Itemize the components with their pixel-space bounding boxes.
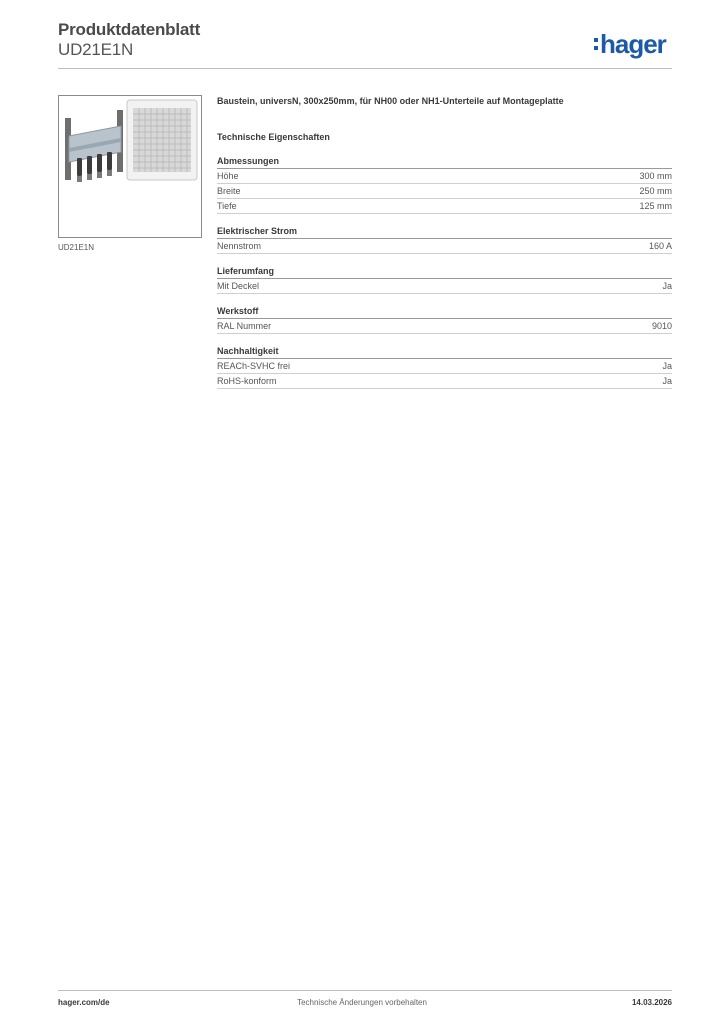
product-image bbox=[58, 95, 202, 238]
hager-logo bbox=[594, 30, 666, 58]
table-row bbox=[217, 359, 672, 374]
row-label: Breite bbox=[217, 186, 241, 196]
table-row bbox=[217, 374, 672, 389]
footer-notice: Technische Änderungen vorbehalten bbox=[297, 998, 427, 1007]
table-row bbox=[217, 169, 672, 184]
section-material bbox=[217, 304, 672, 334]
section-title: Werkstoff bbox=[217, 304, 672, 319]
row-label: Tiefe bbox=[217, 201, 237, 211]
row-label: Höhe bbox=[217, 171, 239, 181]
row-label: REACh-SVHC frei bbox=[217, 361, 291, 371]
footer-divider bbox=[58, 990, 672, 991]
row-label: Mit Deckel bbox=[217, 281, 260, 291]
table-row bbox=[217, 184, 672, 199]
row-label: RAL Nummer bbox=[217, 321, 272, 331]
section-electrical-current bbox=[217, 224, 672, 254]
section-title: Elektrischer Strom bbox=[217, 224, 672, 239]
product-description: Baustein, universN, 300x250mm, für NH00 oder NH1-Unterteile auf Montageplatte bbox=[217, 96, 564, 106]
page-title: Produktdatenblatt bbox=[58, 20, 201, 39]
section-title: Abmessungen bbox=[217, 154, 672, 169]
section-dimensions bbox=[217, 154, 672, 214]
table-row bbox=[217, 279, 672, 294]
row-value: 300 mm bbox=[639, 171, 672, 181]
table-row bbox=[217, 319, 672, 334]
row-value: 125 mm bbox=[639, 201, 672, 211]
article-number: UD21E1N bbox=[58, 40, 134, 59]
table-row bbox=[217, 239, 672, 254]
product-details bbox=[217, 94, 672, 389]
row-value: Ja bbox=[662, 361, 672, 371]
footer-date: 14.03.2026 bbox=[631, 998, 672, 1007]
header-divider bbox=[58, 68, 672, 69]
section-sustainability bbox=[217, 344, 672, 389]
section-scope-of-delivery bbox=[217, 264, 672, 294]
image-caption: UD21E1N bbox=[58, 243, 95, 252]
row-value: 250 mm bbox=[639, 186, 672, 196]
footer-website[interactable]: hager.com/de bbox=[58, 998, 110, 1007]
row-value: Ja bbox=[662, 376, 672, 386]
row-label: Nennstrom bbox=[217, 241, 262, 251]
product-photo-icon bbox=[59, 96, 201, 237]
table-row bbox=[217, 199, 672, 214]
logo-dots-icon bbox=[594, 38, 598, 50]
row-value: Ja bbox=[662, 281, 672, 291]
logo-text: hager bbox=[600, 28, 666, 59]
row-value: 160 A bbox=[648, 241, 672, 251]
row-value: 9010 bbox=[651, 321, 672, 331]
section-title: Lieferumfang bbox=[217, 264, 672, 279]
row-label: RoHS-konform bbox=[217, 376, 277, 386]
section-title: Nachhaltigkeit bbox=[217, 344, 672, 359]
technical-properties-heading: Technische Eigenschaften bbox=[217, 132, 330, 142]
